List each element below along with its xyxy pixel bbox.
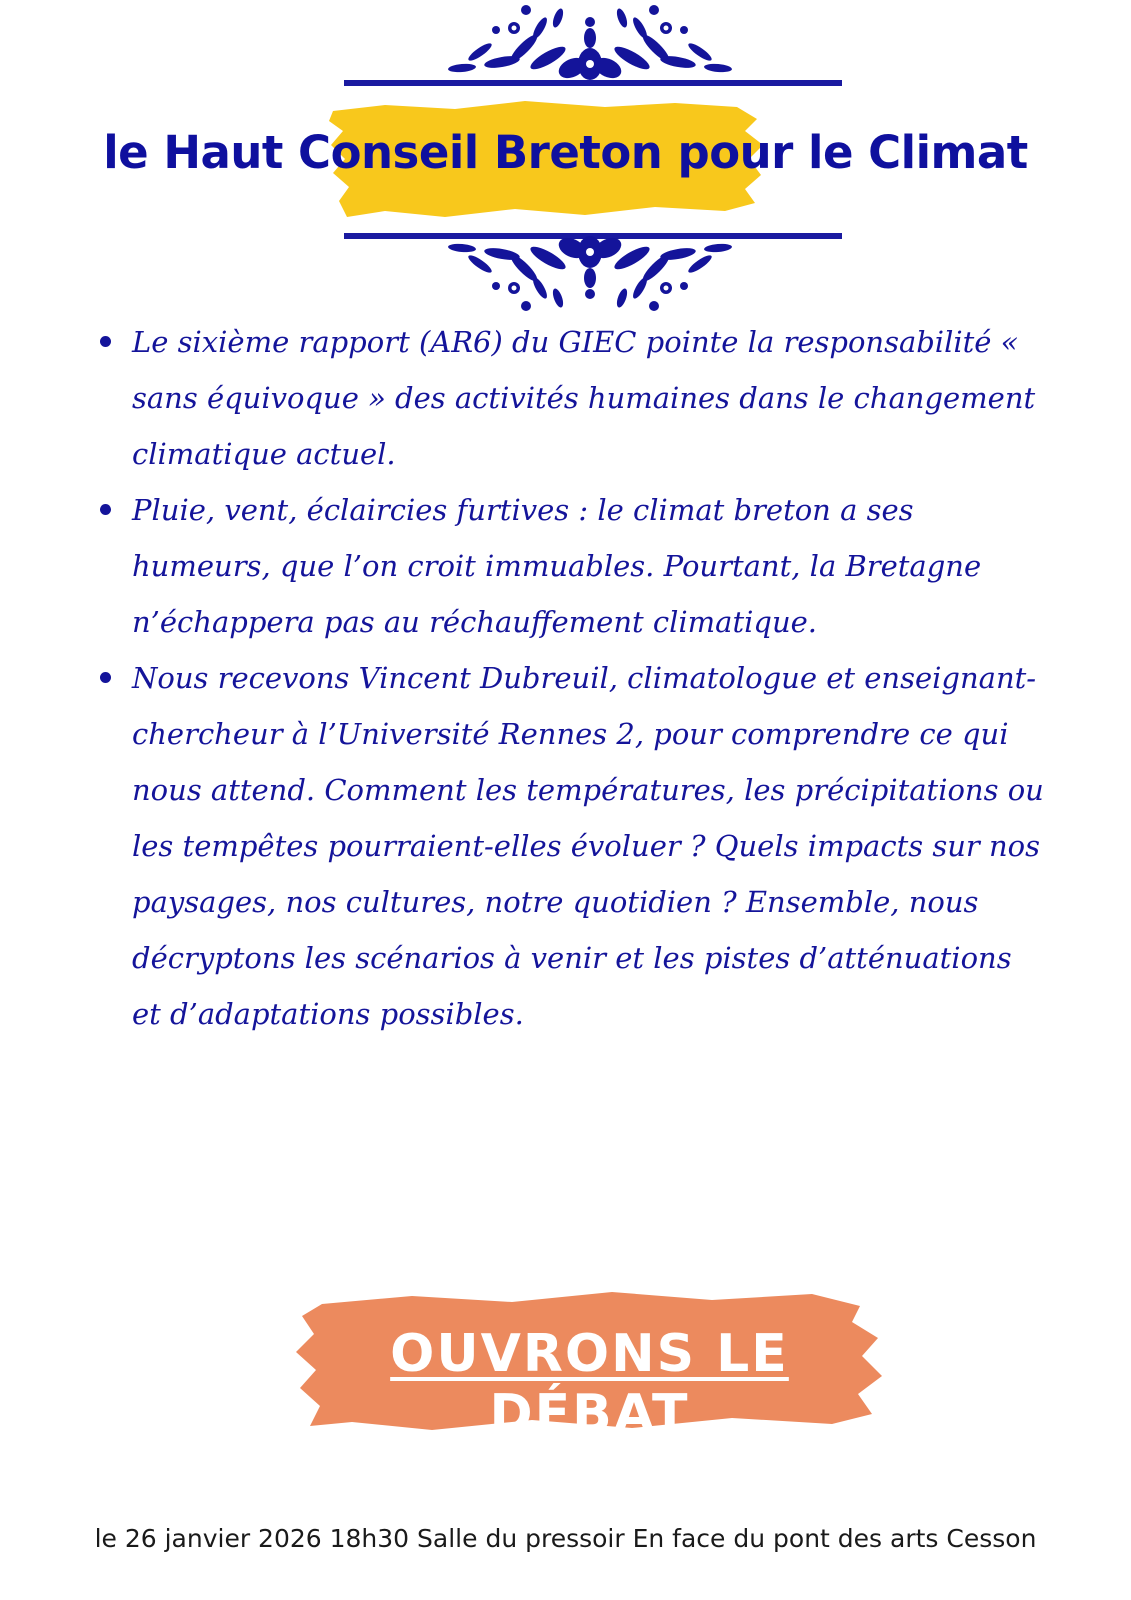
- floral-ornament-top-icon: [440, 0, 740, 80]
- bullet-dot-icon: [100, 336, 111, 347]
- cta-banner: [292, 1286, 887, 1444]
- page-title: le Haut Conseil Breton pour le Climat: [103, 126, 1028, 179]
- bullet-dot-icon: [100, 672, 111, 683]
- floral-ornament-bottom-icon: [440, 236, 740, 316]
- bullet-climat-breton: [96, 482, 1046, 650]
- bullet-ar6: [96, 314, 1046, 482]
- header-top-rule: [344, 80, 842, 86]
- cta-label: OUVRONS LE DÉBAT: [390, 1324, 789, 1444]
- info-bullet-list: [96, 314, 1046, 1042]
- bullet-text: Le sixième rapport (AR6) du GIEC pointe la responsabilité « sans équivoque » des activités humaines dans le changement climatique actuel.: [132, 325, 1036, 471]
- bullet-text: Pluie, vent, éclaircies furtives : le climat breton a ses humeurs, que l’on croit immuables. Pourtant, la Bretagne n’échappera pas au réchauffement climatique.: [132, 493, 982, 639]
- bullet-text: Nous recevons Vincent Dubreuil, climatologue et enseignant-chercheur à l’Université Rennes 2, pour comprendre ce qui nous attend. Comment les températures, les précipitations ou les tempêtes pourraient-elles évoluer ? Quels impacts sur nos paysages, nos cultures, notre quotidien ? Ensemble, nous décryptons les scénarios à venir et les pistes d’atténuations et d’adaptations possibles.: [132, 661, 1044, 1031]
- bullet-invite: [96, 650, 1046, 1042]
- bullet-dot-icon: [100, 504, 111, 515]
- event-info-text: le 26 janvier 2026 18h30 Salle du pressoir En face du pont des arts Cesson: [94, 1524, 1037, 1553]
